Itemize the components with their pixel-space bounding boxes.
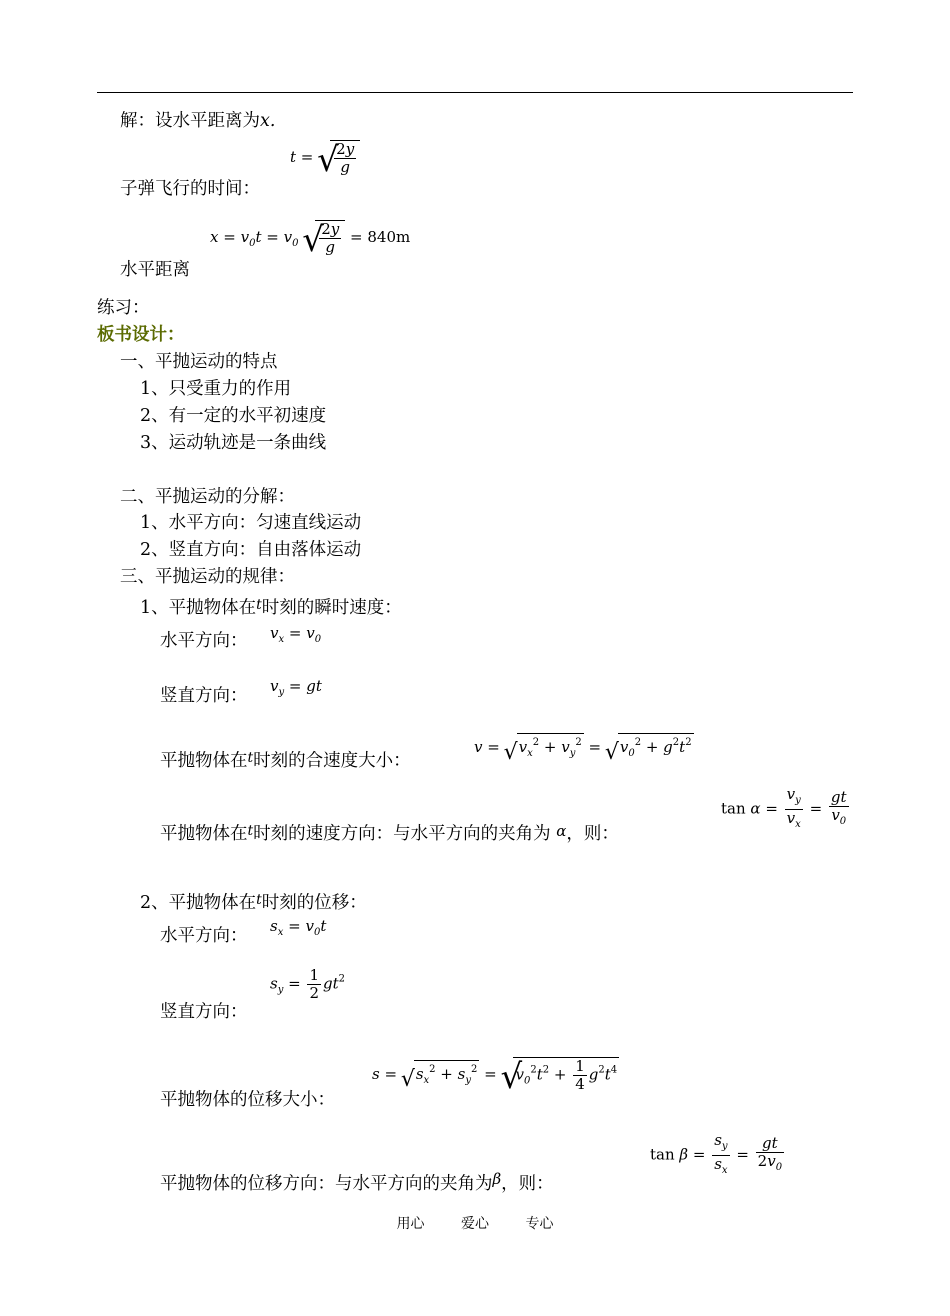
solution-line: 解：设水平距离为x. xyxy=(120,111,276,131)
formula-distance: $x = v_0t = v_0$ √ $\frac{2y}{g}$ = 840m xyxy=(210,220,410,256)
section-1-item-3: 3、运动轨迹是一条曲线 xyxy=(140,433,327,453)
vertical-velocity-label: 竖直方向： xyxy=(160,686,248,706)
vertical-displacement-label: 竖直方向： xyxy=(160,1002,248,1022)
section-1-item-1: 1、只受重力的作用 xyxy=(140,379,292,399)
displacement-magnitude-label: 平抛物体的位移大小： xyxy=(160,1090,335,1110)
displacement-direction-label: 平抛物体的位移方向：与水平方向的夹角为β，则： xyxy=(160,1170,554,1194)
formula-vy: $v_y$ = gt xyxy=(270,677,322,698)
resultant-speed-label: 平抛物体在$^t$时刻的合速度大小： xyxy=(160,750,411,771)
horizontal-displacement-label: 水平方向： xyxy=(160,926,248,946)
velocity-direction-label: 平抛物体在$^t$时刻的速度方向：与水平方向的夹角为 α，则： xyxy=(160,822,619,844)
page-footer xyxy=(0,1213,950,1233)
section-2-item-2: 2、竖直方向：自由落体运动 xyxy=(140,540,362,560)
formula-displacement: s = √ $s_x^2 + s_y^2$ = √ $v_0^2t^2$ + $\frac{1}{4}$ $g^2t^4$ xyxy=(372,1057,619,1093)
section-1-title: 一、平抛运动的特点 xyxy=(120,352,278,372)
section-2-item-1: 1、水平方向：匀速直线运动 xyxy=(140,513,362,533)
formula-time: t = √ $\frac{2y}{g}$ xyxy=(290,140,360,176)
formula-vx: $v_x = v_0$ xyxy=(270,624,322,645)
formula-sy: $s_y$ = $\frac{1}{2}$ $gt^2$ xyxy=(270,966,346,1002)
formula-tan-alpha: tan α = $\frac{v_y}{v_x}$ = $\frac{gt}{v_0}$ xyxy=(721,785,847,830)
horizontal-velocity-label: 水平方向： xyxy=(160,631,248,651)
footer-word-1: 用心 xyxy=(396,1216,425,1232)
section-3-item-2: 2、平抛物体在$^t$时刻的位移： xyxy=(140,892,367,913)
header-rule xyxy=(97,92,853,93)
distance-label: 水平距离 xyxy=(120,260,190,280)
section-3-title: 三、平抛运动的规律： xyxy=(120,567,295,587)
formula-tan-beta: tan β = $\frac{s_y}{s_x}$ = $\frac{gt}{2v_0}$ xyxy=(650,1131,783,1176)
formula-sx: $s_x = v_0t$ xyxy=(270,917,327,938)
formula-speed: v = √ $v_x^2 + v_y^2$ = √ $v_0^2 + g^2t^2$ xyxy=(474,733,694,763)
exercise-label: 练习： xyxy=(97,298,150,318)
board-design-heading: 板书设计： xyxy=(97,325,185,345)
bullet-time-label: 子弹飞行的时间： xyxy=(120,179,260,199)
section-1-item-2: 2、有一定的水平初速度 xyxy=(140,406,327,426)
footer-word-3: 专心 xyxy=(525,1216,554,1232)
section-2-title: 二、平抛运动的分解： xyxy=(120,487,295,507)
section-3-item-1: 1、平抛物体在$^t$时刻的瞬时速度： xyxy=(140,597,402,618)
footer-word-2: 爱心 xyxy=(461,1216,489,1232)
